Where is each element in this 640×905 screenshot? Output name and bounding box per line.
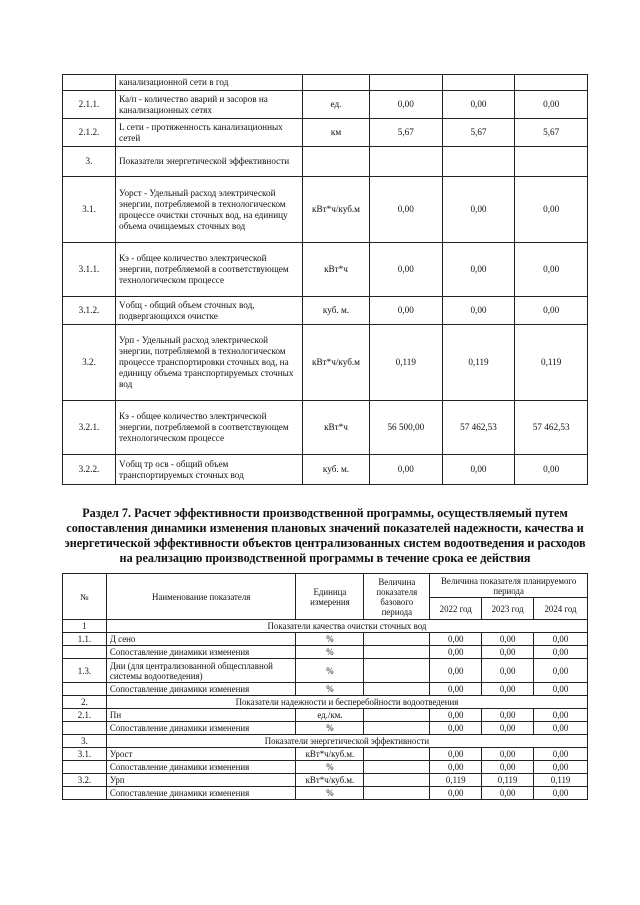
table-row [63,455,588,485]
value-2024: 0,00 [534,646,588,659]
base-value [364,761,430,774]
header-unit: Единица измерения [296,574,364,620]
header-number: № [63,574,107,620]
value-2022: 0,00 [430,748,482,761]
section-title: Показатели энергетической эффективности [106,735,587,748]
section-title: Показатели надежности и бесперебойности водоотведения [106,696,587,709]
value-2024: 0,119 [534,774,588,787]
row-number: 3. [63,147,116,177]
value-2022: 0,119 [370,325,443,401]
table-row [63,748,588,761]
indicator-name: Уорст - Удельный расход электрической энергии, потребляемой в технологическом процессе очистки сточных вод, на единицу объема очищаемых сточных вод [116,177,303,243]
indicators-continuation-table [62,74,588,485]
row-number [63,683,107,696]
section-row [63,696,588,709]
unit: % [296,683,364,696]
unit: % [296,659,364,683]
unit [303,147,370,177]
value-2022: 0,00 [370,455,443,485]
header-year-2024: 2024 год [534,598,588,620]
table-row [63,75,588,91]
value-2022: 0,00 [430,787,482,800]
table-row [63,91,588,119]
unit: куб. м. [303,297,370,325]
value-2022 [370,75,443,91]
value-2024: 0,00 [515,177,588,243]
value-2024 [515,147,588,177]
unit: кВт*ч/куб.м. [296,774,364,787]
value-2024: 0,00 [534,722,588,735]
table-row [63,401,588,455]
indicator-name: Ка/п - количество аварий и засоров на канализационных сетях [116,91,303,119]
value-2024: 0,00 [534,709,588,722]
value-2022: 0,00 [430,633,482,646]
table-row [63,633,588,646]
row-number: 3.2.2. [63,455,116,485]
indicator-name: Показатели энергетической эффективности [116,147,303,177]
table-row [63,243,588,297]
row-number: 2.1. [63,709,107,722]
value-2023: 0,00 [482,709,534,722]
unit: % [296,761,364,774]
section-title: Показатели качества очистки сточных вод [106,620,587,633]
indicator-name: Урп - Удельный расход электрической энергии, потребляемой в технологическом процессе транспортировки сточных вод, на единицу объема транспортируемых сточных вод [116,325,303,401]
row-number: 3.1. [63,748,107,761]
value-2023: 0,00 [482,722,534,735]
unit [303,75,370,91]
value-2023: 0,119 [482,774,534,787]
row-number: 3.2. [63,774,107,787]
value-2023: 0,119 [442,325,515,401]
base-value [364,683,430,696]
value-2023: 0,00 [482,646,534,659]
unit: куб. м. [303,455,370,485]
value-2024: 0,00 [534,748,588,761]
value-2023: 0,00 [482,683,534,696]
base-value [364,709,430,722]
value-2023 [442,75,515,91]
indicator-name: Сопоставление динамики изменения [106,683,296,696]
value-2022: 5,67 [370,119,443,147]
value-2024: 0,00 [515,243,588,297]
value-2024: 0,00 [515,455,588,485]
table-row [63,297,588,325]
value-2022: 56 500,00 [370,401,443,455]
value-2023: 0,00 [442,243,515,297]
unit: кВт*ч/куб.м [303,177,370,243]
value-2022: 0,00 [370,243,443,297]
value-2022: 0,00 [430,683,482,696]
unit: ед. [303,91,370,119]
value-2024: 0,00 [515,297,588,325]
indicator-name: Сопоставление динамики изменения [106,722,296,735]
unit: кВт*ч/куб.м [303,325,370,401]
unit: % [296,787,364,800]
efficiency-comparison-table [62,573,588,800]
row-number: 2.1.2. [63,119,116,147]
indicator-name: Урост [106,748,296,761]
value-2022: 0,00 [430,722,482,735]
base-value [364,633,430,646]
unit: кВт*ч/куб.м. [296,748,364,761]
unit: кВт*ч [303,243,370,297]
row-number: 3.2. [63,325,116,401]
value-2023: 0,00 [482,633,534,646]
table-row [63,325,588,401]
value-2022: 0,00 [430,659,482,683]
value-2024: 0,00 [534,683,588,696]
value-2024: 0,00 [534,633,588,646]
indicator-name: Дни (для централизованной общесплавной системы водоотведения) [106,659,296,683]
base-value [364,646,430,659]
value-2022: 0,00 [430,709,482,722]
indicator-name: Пн [106,709,296,722]
indicator-name: Кэ - общее количество электрической энергии, потребляемой в соответствующем технологическом процессе [116,243,303,297]
unit: % [296,646,364,659]
row-number: 3.1.1. [63,243,116,297]
table-row [63,761,588,774]
value-2022 [370,147,443,177]
value-2024: 0,00 [534,787,588,800]
header-year-2023: 2023 год [482,598,534,620]
row-number [63,722,107,735]
table-row [63,683,588,696]
table-row [63,709,588,722]
header-indicator-name: Наименование показателя [106,574,296,620]
table-row [63,787,588,800]
value-2024: 0,00 [534,659,588,683]
header-year-2022: 2022 год [430,598,482,620]
header-planned-period: Величина показателя планируемого периода [430,574,588,598]
row-number: 1.1. [63,633,107,646]
section-number: 1 [63,620,107,633]
unit: кВт*ч [303,401,370,455]
value-2024: 0,119 [515,325,588,401]
table-row [63,119,588,147]
value-2023: 0,00 [442,91,515,119]
indicator-name: Сопоставление динамики изменения [106,761,296,774]
unit: км [303,119,370,147]
value-2024: 0,00 [515,91,588,119]
value-2023: 0,00 [482,659,534,683]
value-2022: 0,00 [370,297,443,325]
value-2022: 0,00 [430,646,482,659]
section-number: 2. [63,696,107,709]
row-number: 1.3. [63,659,107,683]
row-number: 2.1.1. [63,91,116,119]
row-number [63,75,116,91]
value-2023: 0,00 [442,297,515,325]
value-2024: 5,67 [515,119,588,147]
base-value [364,659,430,683]
row-number: 3.2.1. [63,401,116,455]
header-row [63,574,588,598]
value-2023: 5,67 [442,119,515,147]
row-number [63,761,107,774]
table-row [63,646,588,659]
table-row [63,177,588,243]
indicator-name: Сопоставление динамики изменения [106,787,296,800]
indicator-name: Кэ - общее количество электрической энергии, потребляемой в соответствующем технологическом процессе [116,401,303,455]
table-row [63,774,588,787]
row-number [63,646,107,659]
value-2023: 0,00 [442,177,515,243]
indicator-name: Vобщ - общий объем сточных вод, подвергающихся очистке [116,297,303,325]
row-number: 3.1.2. [63,297,116,325]
base-value [364,722,430,735]
indicator-name: Vобщ тр осв - общий объем транспортируемых сточных вод [116,455,303,485]
header-base-period: Величина показателя базового периода [364,574,430,620]
section-row [63,620,588,633]
row-number [63,787,107,800]
unit: % [296,722,364,735]
row-number: 3.1. [63,177,116,243]
section-heading: Раздел 7. Расчет эффективности производственной программы, осуществляемый путем сопоставления динамики изменения плановых значений показателей надежности, качества и энергетической эффективности объектов централизованных систем водоотведения и расходов на реализацию производственной программы в течение срока ее действия [64,506,586,565]
indicator-name: Урп [106,774,296,787]
indicator-name: канализационной сети в год [116,75,303,91]
value-2023 [442,147,515,177]
value-2022: 0,119 [430,774,482,787]
indicator-name: Сопоставление динамики изменения [106,646,296,659]
table-row [63,722,588,735]
table-row [63,659,588,683]
value-2024: 57 462,53 [515,401,588,455]
base-value [364,774,430,787]
unit: % [296,633,364,646]
table-row [63,147,588,177]
indicator-name: L сети - протяженность канализационных сетей [116,119,303,147]
value-2023: 0,00 [442,455,515,485]
value-2023: 0,00 [482,761,534,774]
value-2023: 57 462,53 [442,401,515,455]
value-2022: 0,00 [370,91,443,119]
unit: ед./км. [296,709,364,722]
section-number: 3. [63,735,107,748]
indicator-name: Д сено [106,633,296,646]
value-2022: 0,00 [430,761,482,774]
section-row [63,735,588,748]
value-2024: 0,00 [534,761,588,774]
base-value [364,787,430,800]
value-2023: 0,00 [482,787,534,800]
value-2024 [515,75,588,91]
value-2023: 0,00 [482,748,534,761]
base-value [364,748,430,761]
value-2022: 0,00 [370,177,443,243]
